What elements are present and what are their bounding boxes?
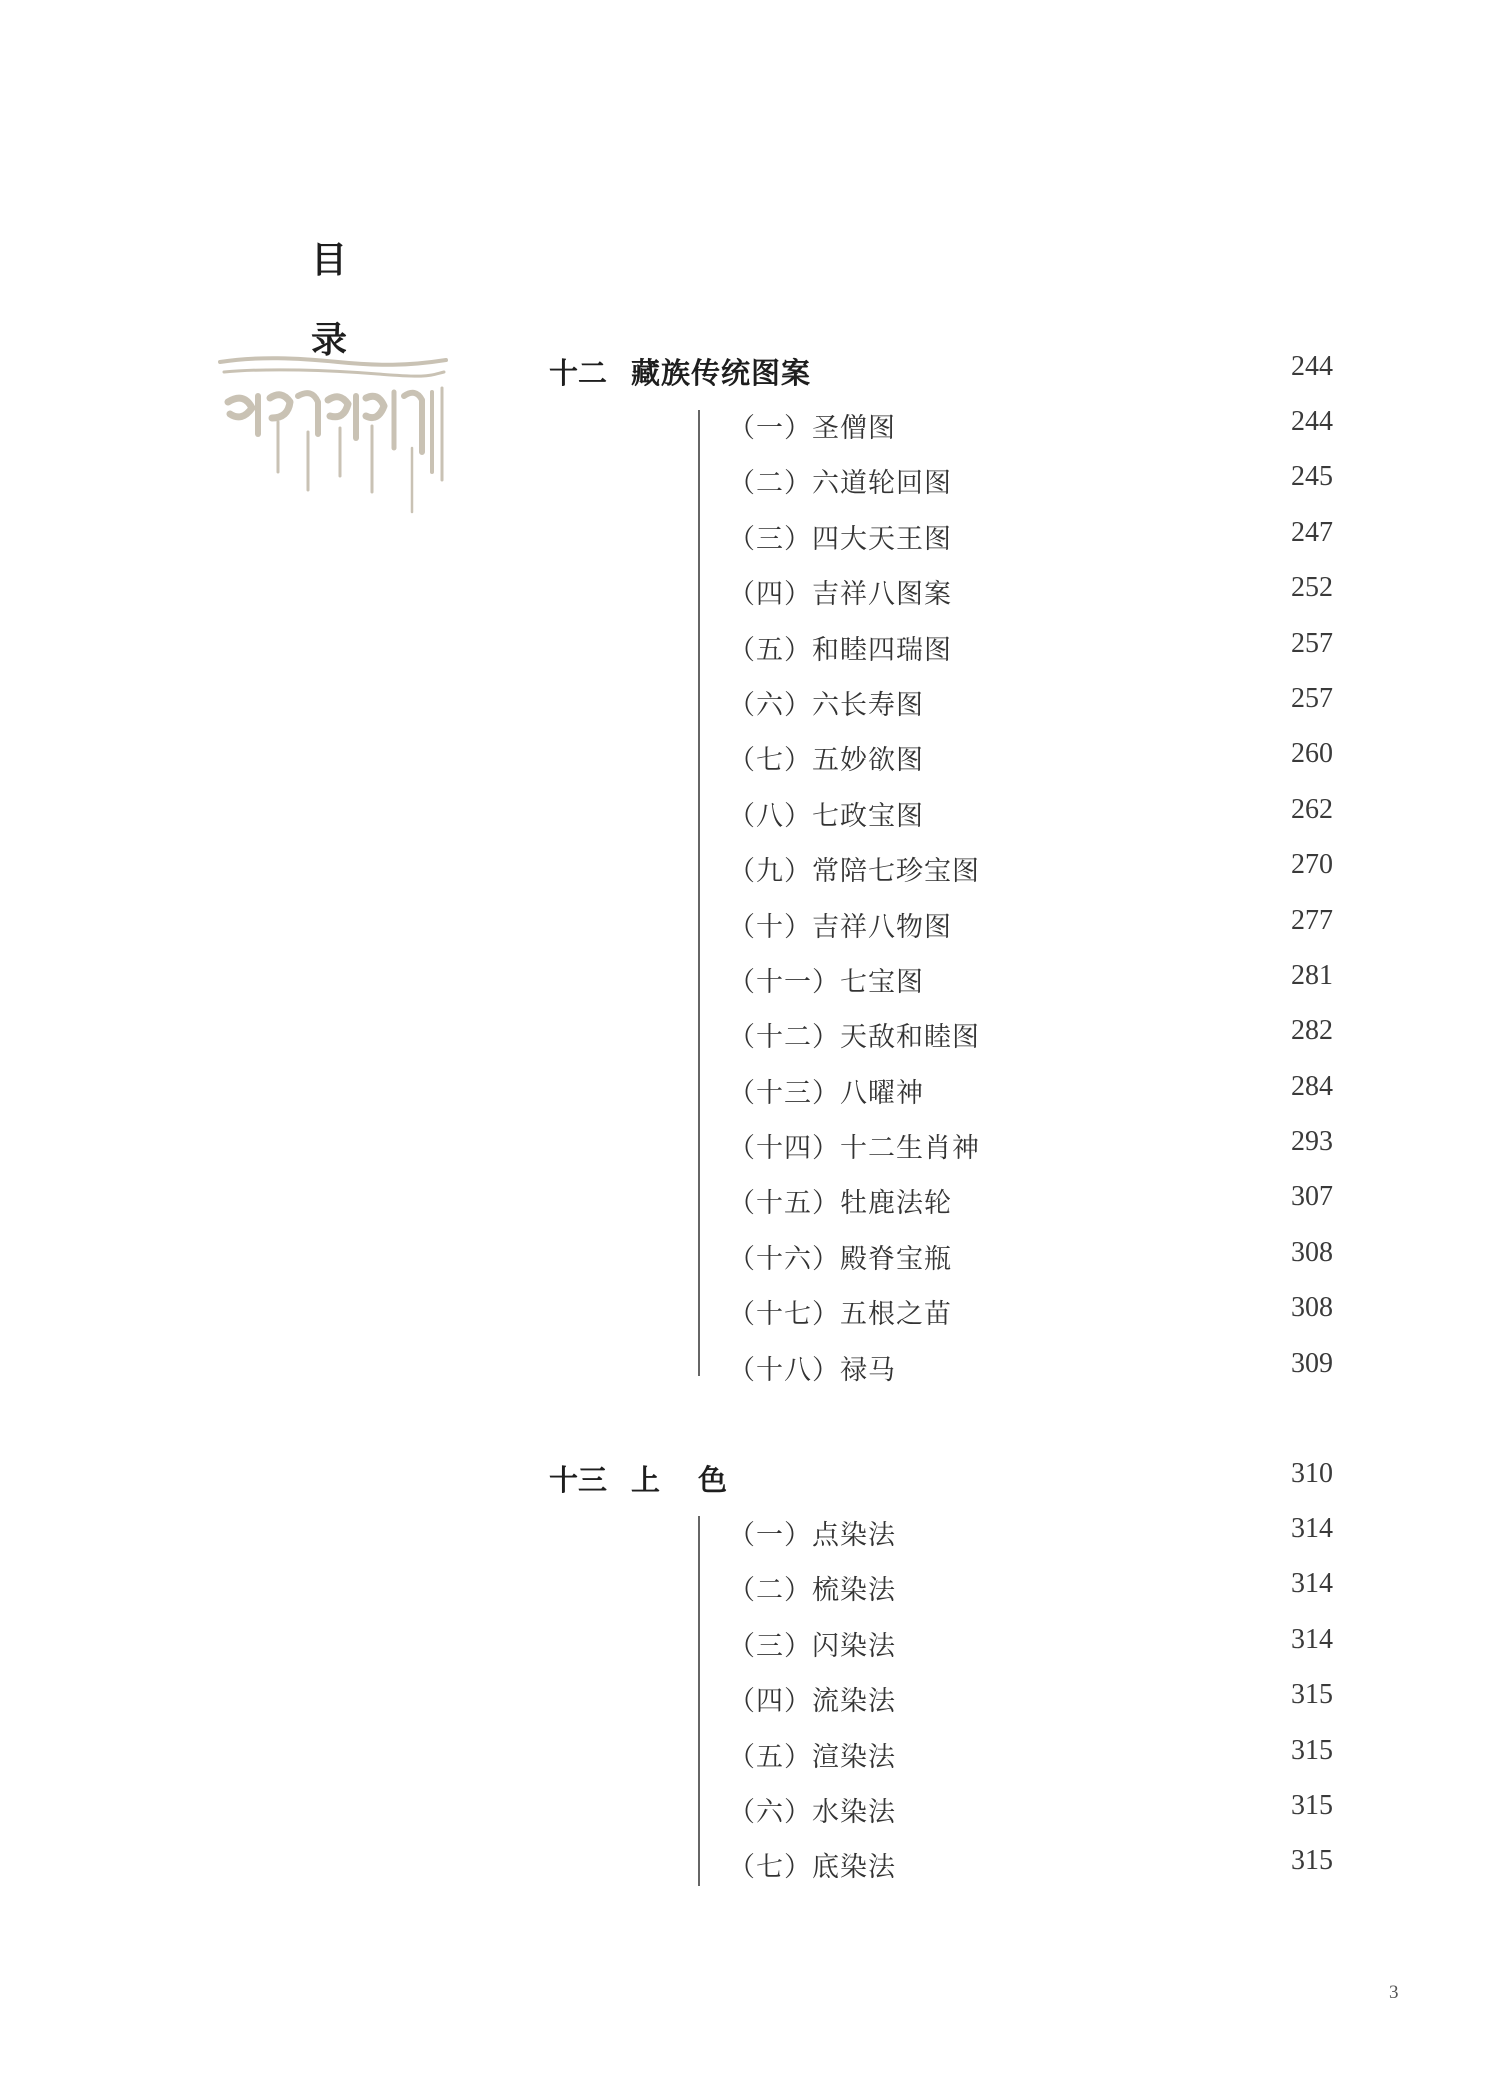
toc-entry[interactable] (728, 1568, 1333, 1623)
toc-entry[interactable] (728, 461, 1333, 516)
entry-label: （十三）八曜神 (728, 1077, 924, 1109)
toc-entry[interactable] (728, 1292, 1333, 1347)
entry-label: （十一）七宝图 (728, 966, 924, 998)
toc-title-char-1: 目 (311, 239, 348, 281)
entry-page: 307 (1291, 1181, 1333, 1213)
entry-page: 245 (1291, 461, 1333, 493)
entry-page: 315 (1291, 1845, 1333, 1877)
entry-label: （三）闪染法 (728, 1630, 896, 1662)
entry-page: 257 (1291, 627, 1333, 659)
entry-page: 293 (1291, 1126, 1333, 1158)
entry-page: 315 (1291, 1734, 1333, 1766)
entry-label: （四）吉祥八图案 (728, 579, 952, 611)
entry-page: 314 (1291, 1623, 1333, 1655)
toc-entry[interactable] (728, 1237, 1333, 1292)
entry-page: 244 (1291, 406, 1333, 437)
entry-page: 314 (1291, 1513, 1333, 1544)
entry-page: 262 (1291, 793, 1333, 825)
entry-page: 315 (1291, 1789, 1333, 1821)
entry-label: （二）六道轮回图 (728, 468, 952, 500)
entry-label: （七）五妙欲图 (728, 745, 924, 777)
entry-label: （七）底染法 (728, 1852, 896, 1884)
entry-page: 247 (1291, 516, 1333, 548)
entry-label: （六）六长寿图 (728, 689, 924, 721)
toc-entry[interactable] (728, 849, 1333, 904)
toc-entry[interactable] (728, 406, 1333, 461)
entry-label: （十八）禄马 (728, 1354, 896, 1386)
entry-page: 309 (1291, 1347, 1333, 1379)
entry-label: （六）水染法 (728, 1796, 896, 1828)
entry-page: 315 (1291, 1679, 1333, 1711)
page-number: 3 (1389, 1982, 1399, 2003)
entry-label: （一）点染法 (728, 1520, 896, 1551)
toc-entry[interactable] (728, 794, 1333, 849)
entry-label: （四）流染法 (728, 1686, 896, 1718)
section-heading-13 (549, 1458, 1333, 1498)
entry-list-12 (728, 406, 1333, 1403)
entry-label: （十六）殿脊宝瓶 (728, 1243, 952, 1275)
toc-entry[interactable] (728, 1845, 1333, 1900)
toc-entry[interactable] (728, 905, 1333, 960)
toc-entry[interactable] (728, 1348, 1333, 1403)
section-number: 十二 (549, 356, 608, 390)
entry-label: （八）七政宝图 (728, 800, 924, 832)
entry-page: 308 (1291, 1292, 1333, 1324)
toc-entry[interactable] (728, 1126, 1333, 1181)
entry-label: （一）圣僧图 (728, 413, 896, 444)
entry-page: 257 (1291, 682, 1333, 714)
entry-page: 252 (1291, 572, 1333, 604)
toc-entry[interactable] (728, 572, 1333, 627)
entry-label: （二）梳染法 (728, 1575, 896, 1607)
entry-label: （九）常陪七珍宝图 (728, 856, 980, 888)
section-title: 上色 (631, 1463, 766, 1497)
entry-label: （十四）十二生肖神 (728, 1133, 980, 1165)
entry-label: （五）和睦四瑞图 (728, 634, 952, 666)
entry-page: 282 (1291, 1015, 1333, 1047)
entry-page: 308 (1291, 1236, 1333, 1268)
toc-entry[interactable] (728, 1015, 1333, 1070)
toc-entry[interactable] (728, 738, 1333, 793)
entry-page: 314 (1291, 1568, 1333, 1600)
entry-label: （十五）牡鹿法轮 (728, 1188, 952, 1220)
toc-entry[interactable] (728, 1071, 1333, 1126)
toc-entry[interactable] (728, 1790, 1333, 1845)
entry-page: 260 (1291, 738, 1333, 770)
entry-list-13 (728, 1513, 1333, 1901)
section-page: 310 (1291, 1458, 1333, 1489)
entry-label: （十二）天敌和睦图 (728, 1022, 980, 1054)
tibetan-calligraphy-logo (218, 352, 450, 520)
entry-page: 270 (1291, 849, 1333, 881)
entry-label: （十七）五根之苗 (728, 1299, 952, 1331)
entry-label: （五）渲染法 (728, 1741, 896, 1773)
toc-title-char-2: 录 (311, 319, 348, 361)
toc-entry[interactable] (728, 1181, 1333, 1236)
section-rule-12 (698, 410, 700, 1376)
entry-label: （三）四大天王图 (728, 523, 952, 555)
entry-page: 277 (1291, 904, 1333, 936)
toc-entry[interactable] (728, 517, 1333, 572)
toc-entry[interactable] (728, 1735, 1333, 1790)
entry-page: 284 (1291, 1070, 1333, 1102)
toc-entry[interactable] (728, 628, 1333, 683)
section-page: 244 (1291, 351, 1333, 382)
toc-entry[interactable] (728, 683, 1333, 738)
section-heading-12 (549, 351, 1333, 391)
entry-label: （十）吉祥八物图 (728, 911, 952, 943)
section-number: 十三 (549, 1463, 608, 1497)
toc-entry[interactable] (728, 1624, 1333, 1679)
entry-page: 281 (1291, 959, 1333, 991)
section-rule-13 (698, 1516, 700, 1886)
section-title: 藏族传统图案 (631, 356, 812, 390)
toc-entry[interactable] (728, 1679, 1333, 1734)
toc-entry[interactable] (728, 960, 1333, 1015)
toc-entry[interactable] (728, 1513, 1333, 1568)
